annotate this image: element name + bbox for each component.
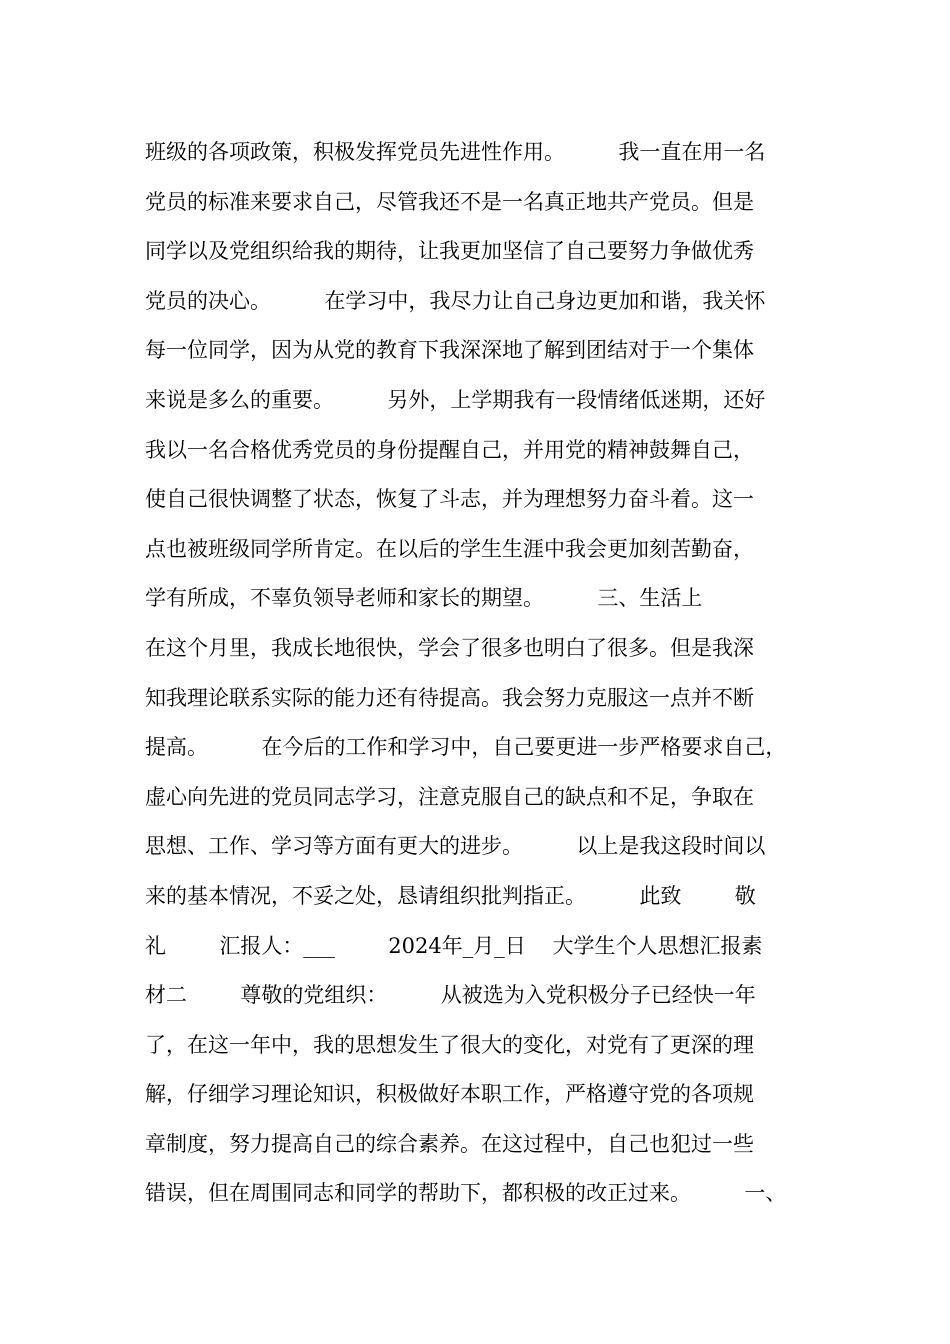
text-line: 学有所成，不辜负领导老师和家长的期望。 三、生活上 <box>145 586 703 611</box>
text-line: 党员的标准来要求自己，尽管我还不是一名真正地共产党员。但是 <box>145 189 754 214</box>
text-line: 章制度，努力提高自己的综合素养。在这过程中，自己也犯过一些 <box>145 1131 754 1156</box>
text-line: 思想、工作、学习等方面有更大的进步。 以上是我这段时间以 <box>145 834 766 859</box>
text-line: 错误，但在周围同志和同学的帮助下，都积极的改正过来。 一、 <box>145 1181 787 1206</box>
text-line: 礼 汇报人：___ 2024年_月_日 大学生个人思想汇报素 <box>145 933 763 958</box>
text-line: 党员的决心。 在学习中，我尽力让自己身边更加和谐，我关怀 <box>145 288 766 313</box>
text-line: 班级的各项政策，积极发挥党员先进性作用。 我一直在用一名 <box>145 140 766 164</box>
text-line: 点也被班级同学所肯定。在以后的学生生涯中我会更加刻苦勤奋， <box>145 536 754 561</box>
text-line: 虚心向先进的党员同志学习，注意克服自己的缺点和不足，争取在 <box>145 784 754 809</box>
body-text <box>145 128 845 1219</box>
text-line: 我以一名合格优秀党员的身份提醒自己，并用党的精神鼓舞自己， <box>145 437 754 462</box>
text-line: 材二 尊敬的党组织： 从被选为入党积极分子已经快一年 <box>145 983 756 1008</box>
text-line: 来的基本情况，不妥之处，恳请组织批判指正。 此致 敬 <box>145 883 756 908</box>
text-line: 了，在这一年中，我的思想发生了很大的变化，对党有了更深的理 <box>145 1032 754 1057</box>
text-line: 解，仔细学习理论知识，积极做好本职工作，严格遵守党的各项规 <box>145 1082 754 1107</box>
text-line: 知我理论联系实际的能力还有待提高。我会努力克服这一点并不断 <box>145 685 754 710</box>
text-line: 同学以及党组织给我的期待，让我更加坚信了自己要努力争做优秀 <box>145 239 754 264</box>
text-line: 提高。 在今后的工作和学习中，自己要更进一步严格要求自己， <box>145 735 787 760</box>
text-line: 来说是多么的重要。 另外，上学期我有一段情绪低迷期，还好 <box>145 387 766 412</box>
text-line: 在这个月里，我成长地很快，学会了很多也明白了很多。但是我深 <box>145 635 754 660</box>
text-line: 每一位同学，因为从党的教育下我深深地了解到团结对于一个集体 <box>145 338 754 363</box>
text-line: 使自己很快调整了状态，恢复了斗志，并为理想努力奋斗着。这一 <box>145 487 754 512</box>
